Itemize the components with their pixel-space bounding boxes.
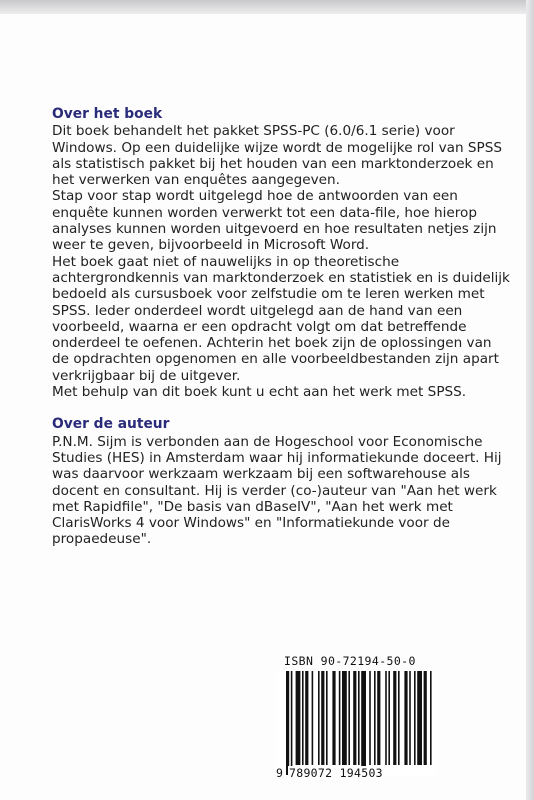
cover-text	[52, 106, 510, 548]
section-spacer	[52, 400, 482, 416]
about-author-body	[52, 433, 502, 548]
barcode-bar	[358, 671, 360, 765]
about-author-line: ClarisWorks 4 voor Windows" en "Informatiekunde voor de	[52, 515, 450, 532]
about-author-line: P.N.M. Sijm is verbonden aan de Hogeschool voor Economische	[52, 433, 483, 450]
barcode-bar	[404, 671, 407, 765]
about-book-line: het verwerken van enquêtes aangegeven.	[52, 172, 340, 189]
barcode-bars	[276, 671, 436, 775]
barcode-bar	[374, 671, 376, 765]
about-author-line: Studies (HES) in Amsterdam waar hij informatiekunde doceert. Hij	[52, 449, 502, 466]
barcode-bar	[430, 671, 432, 765]
barcode-bar	[339, 671, 341, 765]
about-book-line: Het boek gaat niet of nauwelijks in op theoretische	[52, 253, 400, 270]
about-book-line: analyses kunnen worden uitgevoerd en hoe resultaten netjes zijn	[52, 221, 497, 238]
about-author-line: docent en consultant. Hij is verder (co-)auteur van "Aan het werk	[52, 482, 497, 499]
about-author-heading: Over de auteur	[52, 416, 170, 433]
barcode-bar	[332, 671, 335, 765]
about-book-line: onderdeel te oefenen. Achterin het boek zijn de oplossingen van	[52, 335, 492, 352]
barcode-bar	[291, 671, 293, 775]
barcode-bar	[353, 671, 356, 765]
barcode-bar	[424, 671, 427, 765]
barcode-bar	[385, 671, 387, 765]
barcode-bar	[361, 671, 366, 775]
barcode-bar	[318, 671, 320, 765]
barcode-bar	[342, 671, 347, 765]
about-author-line: was daarvoor werkzaam werkzaam bij een softwarehouse als	[52, 466, 470, 483]
barcode-bar	[348, 671, 350, 765]
about-book-line: bedoeld als cursusboek voor zelfstudie om te leren werken met	[52, 286, 485, 303]
barcode-bar	[409, 671, 411, 765]
barcode-bar	[414, 671, 416, 765]
barcode-digit-groups: 789072 194503	[289, 766, 383, 780]
barcode-bar	[398, 671, 400, 765]
barcode-first-digit: 9	[276, 766, 284, 780]
barcode-bar	[286, 671, 289, 775]
about-book-line: verkrijgbaar bij de uitgever.	[52, 367, 241, 384]
barcode-bar	[417, 671, 422, 765]
barcode-bar	[321, 671, 324, 765]
about-book-line: weer te geven, bijvoorbeeld in Microsoft Word.	[52, 237, 370, 254]
barcode-bar	[312, 671, 314, 765]
about-book-line: Dit boek behandelt het pakket SPSS-PC (6.0/6.1 serie) voor	[52, 123, 455, 140]
about-author-line: propaedeuse".	[52, 531, 152, 548]
about-author-line: met Rapidfile", "De basis van dBaseIV", "Aan het werk met	[52, 498, 453, 515]
isbn-barcode	[276, 654, 436, 784]
page-edge-top	[0, 0, 534, 14]
barcode-bar	[302, 671, 304, 765]
barcode-bar	[393, 671, 396, 765]
page-edge-right	[526, 0, 534, 800]
about-book-line: Met behulp van dit boek kunt u echt aan het werk met SPSS.	[52, 384, 467, 401]
about-book-line: de opdrachten opgenomen en alle voorbeeldbestanden zijn apart	[52, 351, 499, 368]
about-book-line: Windows. Op een duidelijke wijze wordt de mogelijke rol van SPSS	[52, 139, 502, 156]
barcode-bar	[377, 671, 380, 765]
about-book-line: voorbeeld, waarna er een opdracht volgt om dat betreffende	[52, 318, 467, 335]
isbn-number: ISBN 90-72194-50-0	[284, 654, 416, 668]
about-book-line: Stap voor stap wordt uitgelegd hoe de antwoorden van een	[52, 188, 458, 205]
about-book-line: achtergrondkennis van marktonderzoek en statistiek en is duidelijk	[52, 269, 510, 286]
about-book-heading: Over het boek	[52, 106, 163, 122]
barcode-bar	[369, 671, 371, 765]
barcode-bar	[326, 671, 328, 765]
barcode-bar	[388, 671, 390, 765]
about-book-body	[52, 123, 510, 401]
barcode-bar	[296, 671, 301, 765]
barcode-bar	[305, 671, 308, 765]
about-book-line: enquête kunnen worden verwerkt tot een data-file, hoe hierop	[52, 204, 477, 221]
about-book-line: als statistisch pakket bij het houden van een marktonderzoek en	[52, 155, 494, 172]
about-book-line: SPSS. Ieder onderdeel wordt uitgelegd aan de hand van een	[52, 302, 463, 319]
